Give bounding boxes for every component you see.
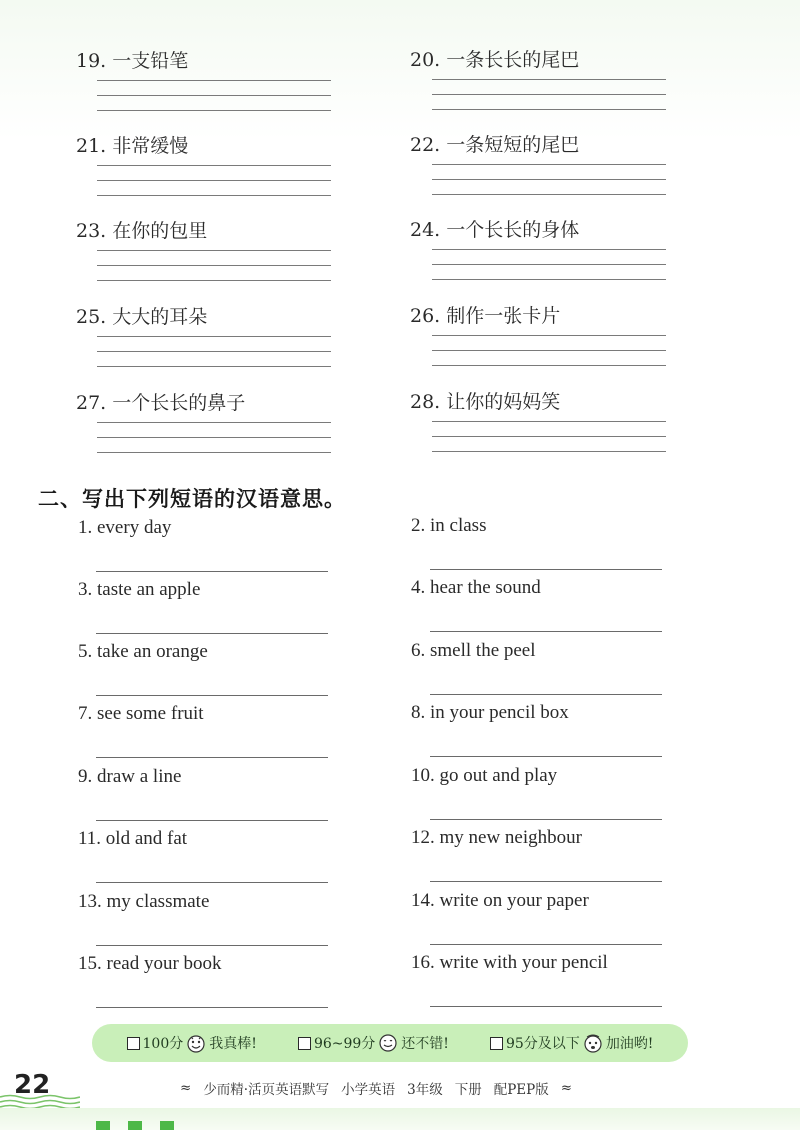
english-item: 4. hear the sound (411, 577, 541, 598)
item-number: 20. (410, 49, 441, 71)
english-item: 13. my classmate (78, 891, 210, 912)
item-text: 一个长长的鼻子 (112, 392, 246, 414)
answer-line[interactable] (96, 757, 328, 758)
page-number: 22 (14, 1070, 51, 1100)
checkbox[interactable] (490, 1037, 503, 1050)
english-item: 8. in your pencil box (411, 702, 569, 723)
checkbox[interactable] (127, 1037, 140, 1050)
answer-line[interactable] (430, 1006, 662, 1007)
wave-icon: ≈ (560, 1080, 573, 1096)
chinese-item (76, 306, 207, 328)
writing-lines[interactable] (432, 79, 666, 124)
green-square-icon (128, 1121, 142, 1130)
answer-line[interactable] (430, 569, 662, 570)
writing-lines[interactable] (97, 422, 331, 467)
english-item: 3. taste an apple (78, 579, 201, 600)
subject: 小学英语 (341, 1082, 396, 1098)
english-item: 9. draw a line (78, 766, 182, 787)
grade: 3年级 (407, 1082, 443, 1098)
chinese-item (76, 220, 207, 242)
item-number: 24. (410, 219, 441, 241)
answer-line[interactable] (430, 694, 662, 695)
item-text: 在你的包里 (112, 220, 208, 242)
english-item: 14. write on your paper (411, 890, 589, 911)
writing-lines[interactable] (432, 164, 666, 209)
item-number: 19. (76, 50, 107, 72)
item-number: 22. (410, 134, 441, 156)
green-square-icon (160, 1121, 174, 1130)
chinese-item (410, 134, 579, 156)
item-text: 制作一张卡片 (446, 305, 561, 327)
item-text: 一个长长的身体 (446, 219, 580, 241)
item-number: 28. (410, 391, 441, 413)
score-option-95-below[interactable]: 95分及以下 加油哟! (490, 1033, 653, 1053)
english-item: 12. my new neighbour (411, 827, 582, 848)
score-option-100[interactable]: 100分 我真棒! (127, 1033, 257, 1053)
chinese-item (410, 391, 560, 413)
english-item: 6. smell the peel (411, 640, 536, 661)
series-name: 少而精·活页英语默写 (203, 1082, 330, 1098)
item-text: 让你的妈妈笑 (446, 391, 561, 413)
english-item: 2. in class (411, 515, 487, 536)
item-text: 大大的耳朵 (112, 306, 208, 328)
answer-line[interactable] (96, 695, 328, 696)
bottom-strip (0, 1108, 800, 1130)
edition: 配PEP版 (493, 1082, 549, 1098)
writing-lines[interactable] (432, 421, 666, 466)
item-number: 27. (76, 392, 107, 414)
writing-lines[interactable] (432, 249, 666, 294)
happy-face-icon (186, 1033, 206, 1053)
chinese-item (410, 49, 579, 71)
writing-lines[interactable] (97, 336, 331, 381)
answer-line[interactable] (96, 571, 328, 572)
footer-info (180, 1078, 572, 1098)
item-text: 一条短短的尾巴 (446, 134, 580, 156)
writing-lines[interactable] (97, 165, 331, 210)
chinese-item (410, 305, 560, 327)
item-number: 21. (76, 135, 107, 157)
item-text: 非常缓慢 (112, 135, 189, 157)
cheer-face-icon (583, 1033, 603, 1053)
smile-face-icon (378, 1033, 398, 1053)
answer-line[interactable] (96, 633, 328, 634)
chinese-item (76, 392, 245, 414)
answer-line[interactable] (430, 881, 662, 882)
item-text: 一条长长的尾巴 (446, 49, 580, 71)
answer-line[interactable] (430, 756, 662, 757)
answer-line[interactable] (96, 882, 328, 883)
section-title: 二、写出下列短语的汉语意思。 (38, 487, 346, 511)
item-number: 23. (76, 220, 107, 242)
answer-line[interactable] (96, 820, 328, 821)
score-option-96-99[interactable]: 96~99分 还不错! (298, 1033, 449, 1053)
chinese-item (410, 219, 579, 241)
english-item: 7. see some fruit (78, 703, 204, 724)
writing-lines[interactable] (432, 335, 666, 380)
english-item: 5. take an orange (78, 641, 208, 662)
item-number: 25. (76, 306, 107, 328)
answer-line[interactable] (430, 944, 662, 945)
score-bar (92, 1024, 688, 1062)
item-number: 26. (410, 305, 441, 327)
writing-lines[interactable] (97, 250, 331, 295)
english-item: 11. old and fat (78, 828, 188, 849)
checkbox[interactable] (298, 1037, 311, 1050)
chinese-item (76, 135, 188, 157)
english-item: 16. write with your pencil (411, 952, 608, 973)
answer-line[interactable] (96, 945, 328, 946)
volume: 下册 (454, 1082, 482, 1098)
english-item: 15. read your book (78, 953, 222, 974)
english-item: 1. every day (78, 517, 172, 538)
writing-lines[interactable] (97, 80, 331, 125)
english-item: 10. go out and play (411, 765, 558, 786)
item-text: 一支铅笔 (112, 50, 189, 72)
answer-line[interactable] (430, 631, 662, 632)
answer-line[interactable] (430, 819, 662, 820)
wave-icon: ≈ (180, 1080, 192, 1096)
answer-line[interactable] (96, 1007, 328, 1008)
green-square-icon (96, 1121, 110, 1130)
chinese-item (76, 50, 188, 72)
